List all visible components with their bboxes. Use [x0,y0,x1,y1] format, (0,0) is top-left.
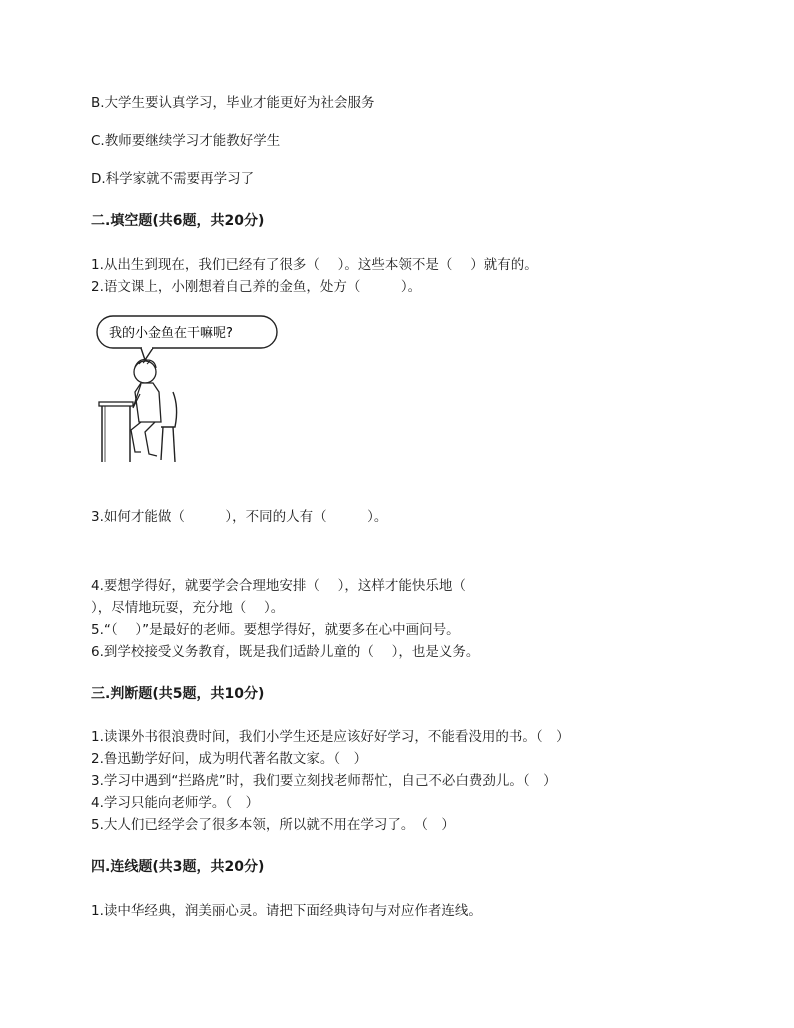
section-heading-true-false: 三.判断题(共5题，共10分) [91,686,265,702]
boy-illustration-svg [95,312,285,472]
option-b: B.大学生要认真学习，毕业才能更好为社会服务 [91,95,375,111]
boy-at-desk-illustration [95,312,285,472]
fill-question-6: 6.到学校接受义务教育，既是我们适龄儿童的（ ），也是义务。 [91,644,480,660]
judge-item: 4.学习只能向老师学。（ ） [91,795,260,811]
judge-item: 3.学习中遇到“拦路虎”时，我们要立刻找老师帮忙，自己不必白费劲儿。（ ） [91,773,557,789]
option-d: D.科学家就不需要再学习了 [91,171,255,187]
judge-item: 5.大人们已经学会了很多本领，所以就不用在学习了。 （ ） [91,817,455,833]
section-heading-fill-blank: 二.填空题(共6题，共20分) [91,213,265,229]
judge-item: 2.鲁迅勤学好问，成为明代著名散文家。（ ） [91,751,368,767]
fill-question-2: 2.语文课上，小刚想着自己养的金鱼，处方（ ）。 [91,279,422,295]
fill-question-3: 3.如何才能做（ ），不同的人有（ ）。 [91,509,388,525]
fill-question-4-line1: 4.要想学得好，就要学会合理地安排（ ），这样才能快乐地（ [91,578,466,594]
speech-bubble-text: 我的小金鱼在干嘛呢? [109,326,233,341]
fill-question-4-line2: ），尽情地玩耍，充分地（ ）。 [91,600,285,616]
section-heading-matching: 四.连线题(共3题，共20分) [91,859,265,875]
fill-question-1: 1.从出生到现在，我们已经有了很多（ ）。这些本领不是（ ）就有的。 [91,257,538,273]
fill-question-5: 5.“（ ）”是最好的老师。要想学得好，就要多在心中画问号。 [91,622,460,638]
judge-item: 1.读课外书很浪费时间，我们小学生还是应该好好学习，不能看没用的书。（ ） [91,729,570,745]
matching-question-1: 1.读中华经典，润美丽心灵。请把下面经典诗句与对应作者连线。 [91,903,482,919]
option-c: C.教师要继续学习才能教好学生 [91,133,281,149]
